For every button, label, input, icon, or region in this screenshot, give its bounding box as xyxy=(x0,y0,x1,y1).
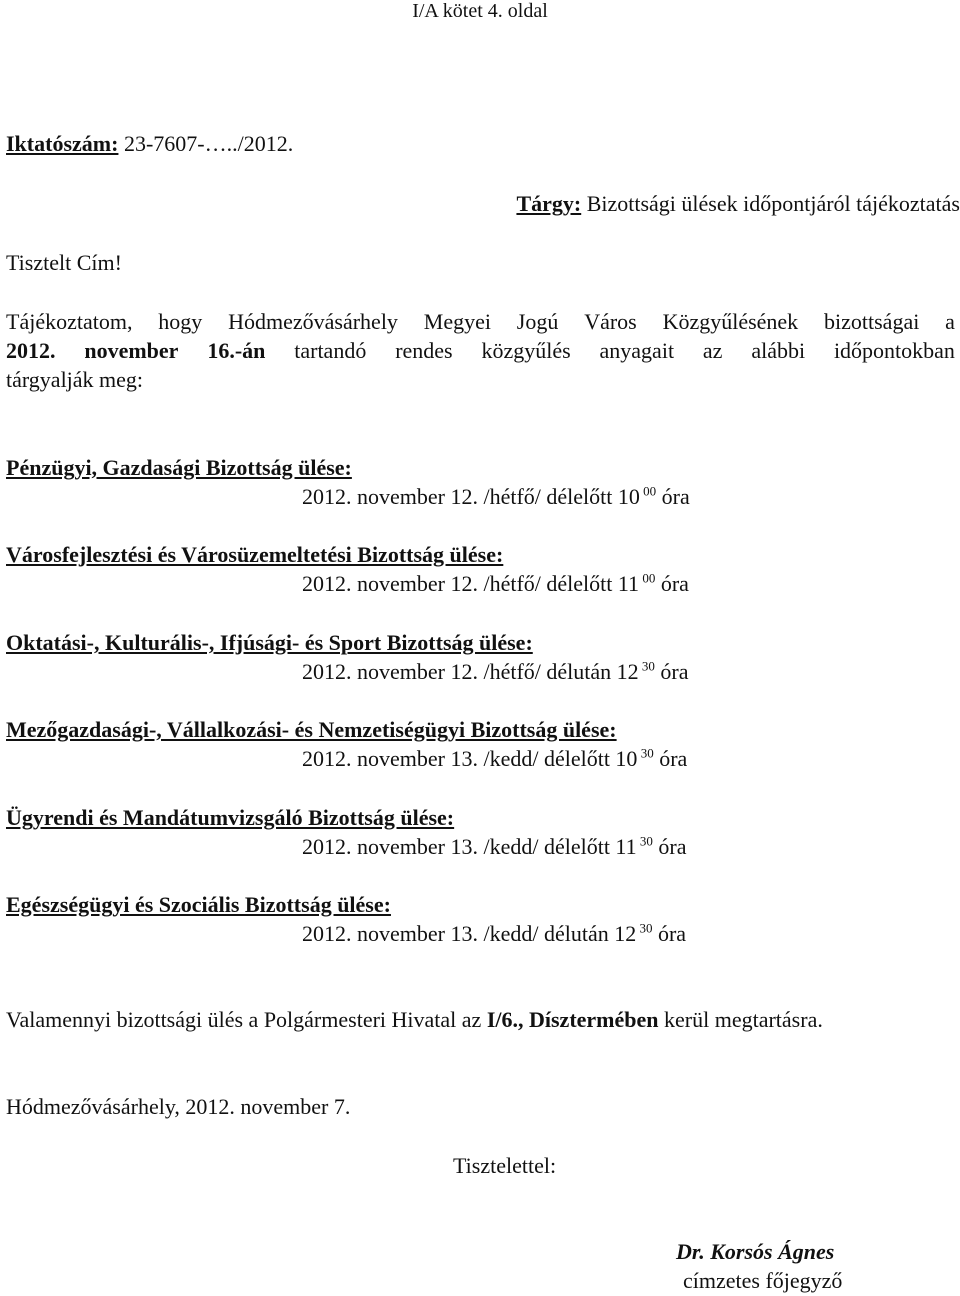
meeting-hour-unit: óra xyxy=(655,571,689,596)
subject-value: Bizottsági ülések időpontjáról tájékoztatás xyxy=(586,191,960,216)
meeting-hour-unit: óra xyxy=(652,834,687,859)
location-comma: , xyxy=(518,1007,529,1032)
meeting-minutes: 30 xyxy=(638,658,655,674)
meeting-title: Pénzügyi, Gazdasági Bizottság ülése: xyxy=(6,455,352,480)
salutation: Tisztelt Cím! xyxy=(6,250,122,275)
meeting-title: Oktatási-, Kulturális-, Ifjúsági- és Sport Bizottság ülése: xyxy=(6,630,533,655)
registration-number xyxy=(6,131,293,157)
signature-name: Dr. Korsós Ágnes xyxy=(676,1239,835,1264)
intro-line-2 xyxy=(6,338,955,364)
location-room-number: I/6. xyxy=(486,1007,518,1032)
meeting-time xyxy=(302,834,686,860)
intro-word: közgyűlés xyxy=(481,338,571,363)
page-header: I/A kötet 4. oldal xyxy=(412,0,548,22)
meeting-date: 2012. november 12. /hétfő/ délelőtt 11 xyxy=(302,571,640,596)
subject-label: Tárgy: xyxy=(516,191,582,216)
intro-word: 16.-án xyxy=(207,338,266,363)
intro-line-1 xyxy=(6,309,955,335)
meeting-date: 2012. november 13. /kedd/ délelőtt 10 xyxy=(302,746,638,771)
meeting-time xyxy=(302,484,690,510)
registration-label: Iktatószám: xyxy=(6,131,119,156)
intro-line-3: tárgyalják meg: xyxy=(6,367,144,392)
meeting-time xyxy=(302,921,686,947)
meeting-time xyxy=(302,659,689,685)
location-hall: Dísztermében xyxy=(529,1007,659,1032)
meeting-date: 2012. november 13. /kedd/ délután 12 xyxy=(302,921,637,946)
location-prefix: Valamennyi bizottsági ülés a Polgármesteri Hivatal az xyxy=(6,1007,487,1032)
location-suffix: kerül megtartásra. xyxy=(658,1007,823,1032)
meeting-title: Mezőgazdasági-, Vállalkozási- és Nemzetiségügyi Bizottság ülése: xyxy=(6,717,617,742)
intro-word: hogy xyxy=(158,309,203,334)
meeting-title: Egészségügyi és Szociális Bizottság ülése: xyxy=(6,892,391,917)
meeting-title: Ügyrendi és Mandátumvizsgáló Bizottság ülése: xyxy=(6,805,455,830)
meeting-date: 2012. november 12. /hétfő/ délelőtt 10 xyxy=(302,484,640,509)
registration-value: 23-7607-…../2012. xyxy=(123,131,294,156)
meeting-date: 2012. november 12. /hétfő/ délután 12 xyxy=(302,659,639,684)
intro-word: Város xyxy=(584,309,637,334)
intro-word: rendes xyxy=(395,338,453,363)
intro-word: bizottságai xyxy=(824,309,920,334)
meeting-hour-unit: óra xyxy=(656,484,690,509)
meeting-minutes: 00 xyxy=(639,570,656,586)
place-date: Hódmezővásárhely, 2012. november 7. xyxy=(6,1094,351,1119)
meeting-minutes: 30 xyxy=(637,745,654,761)
subject-line xyxy=(516,191,960,217)
intro-word: az xyxy=(702,338,723,363)
intro-word: anyagait xyxy=(599,338,675,363)
intro-word: tartandó xyxy=(294,338,367,363)
intro-word: november xyxy=(84,338,179,363)
intro-word: Közgyűlésének xyxy=(662,309,799,334)
intro-word: időpontokban xyxy=(833,338,955,363)
meeting-hour-unit: óra xyxy=(654,659,689,684)
meeting-title: Városfejlesztési és Városüzemeltetési Bizottság ülése: xyxy=(6,542,504,567)
closing: Tisztelettel: xyxy=(453,1153,557,1178)
meeting-minutes: 30 xyxy=(636,920,653,936)
intro-word: Hódmezővásárhely xyxy=(228,309,398,334)
location-sentence xyxy=(6,1007,823,1033)
meeting-minutes: 00 xyxy=(639,483,657,499)
intro-word: a xyxy=(945,309,955,334)
meeting-hour-unit: óra xyxy=(652,921,687,946)
intro-word: 2012. xyxy=(6,338,56,363)
intro-word: alábbi xyxy=(751,338,806,363)
intro-word: Tájékoztatom, xyxy=(6,309,133,334)
meeting-time xyxy=(302,746,687,772)
meeting-date: 2012. november 13. /kedd/ délelőtt 11 xyxy=(302,834,637,859)
meeting-minutes: 30 xyxy=(636,833,653,849)
intro-word: Megyei xyxy=(423,309,491,334)
intro-word: Jogú xyxy=(516,309,559,334)
meeting-time xyxy=(302,571,689,597)
signature-title: címzetes főjegyző xyxy=(683,1268,843,1293)
meeting-hour-unit: óra xyxy=(653,746,688,771)
